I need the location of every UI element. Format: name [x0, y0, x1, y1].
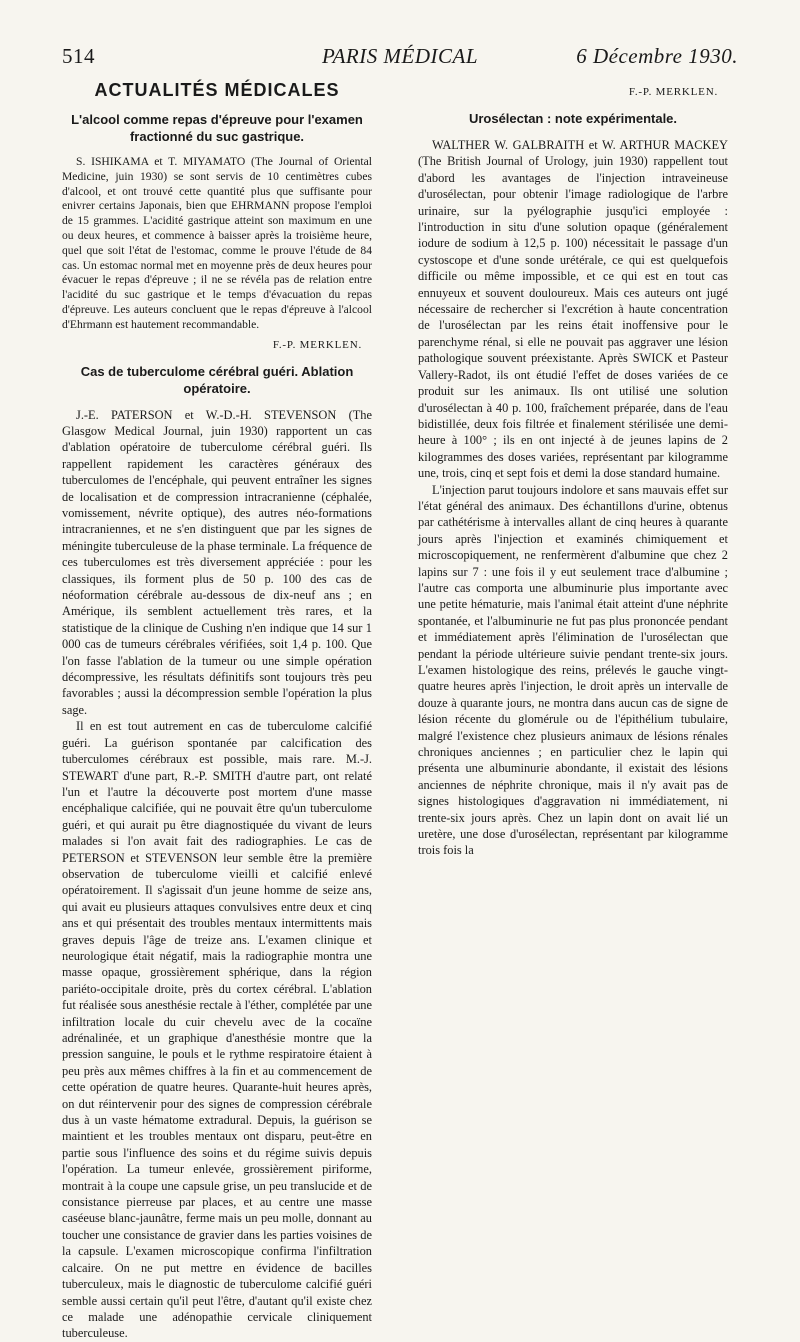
journal-title: PARIS MÉDICAL — [321, 44, 478, 68]
article-title-alcool: L'alcool comme repas d'épreuve pour l'examen fractionné du suc gastrique. — [71, 112, 363, 144]
article-alcool-paragraph: S. ISHIKAMA et T. MIYAMATO (The Journal of Oriental Medicine, juin 1930) se sont servis de 10 centimètres cubes d'alcool, et ont trouvé cette quantité plus que suffisante pour enivrer certains Japonais, bien que EHRMANN propose l'emploi de 15 grammes. L'acidité gastrique atteint son maximum en une ou deux heures, et commence à baisser après la troisième heure, quel que soit l'état de l'estomac, comme le prouve l'étude de 84 cas. Un estomac normal met en moyenne près de deux heures pour évacuer le repas d'épreuve ; il ne se révéla pas de relation entre l'acidité du suc gastrique et le temps d'évacuation du repas d'épreuve. Les auteurs concluent que le repas d'épreuve à l'alcool d'Ehrmann est hautement recommandable. — [62, 155, 372, 331]
article-title-uroselectan: Urosélectan : note expérimentale. — [468, 111, 678, 126]
page-header — [62, 44, 738, 74]
right-column — [418, 80, 728, 859]
article-tuberculome-paragraph-2: Il en est tout autrement en cas de tuberculome calcifié guéri. La guérison spontanée par calcification des tuberculomes cérébraux est possible, mais rare. M.-J. STEWART d'une part, R.-P. SMITH d'autre part, ont relaté l'un et l'autre la découverte post mortem d'une masse encéphalique calcifiée, qui ne pouvait être qu'un tuberculome guéri, et qui aurait pu être diagnostiquée du vivant de leurs malades si l'on avait fait des radiographies. Le cas de PETERSON et STEVENSON leur semble être la première observation de tuberculome vieilli et calcifié enlevé opératoirement. Il s'agissait d'un jeune homme de seize ans, qui avait eu plusieurs attaques convulsives entre deux et cinq ans et qui présentait des troubles mentaux intermittents mais graves depuis l'âge de treize ans. L'examen clinique et neurologique était négatif, mais la radiographie montra une masse opaque, grossièrement sphérique, dans la région pariéto-occipitale droite, près du cortex cérébral. L'ablation fut réalisée sous anesthésie rectale à l'éther, complétée par une infiltration locale du cuir chevelu avec de la cocaïne adrénalinée, et un graphique d'anesthésie montre que la pression sanguine, le pouls et le rythme respiratoire étaient à peu près aux mêmes chiffres à la fin et au commencement de cette opération de quatre heures. Quarante-huit heures après, on dut réintervenir pour des signes de compression cérébrale dus à un vaste hématome extradural. Depuis, la guérison se maintient et les troubles mentaux ont disparu, peut-être en partie sous l'influence des soins et du régime suivis depuis l'opération. La tumeur enlevée, grossièrement piriforme, montrait à la coupe une capsule grise, un peu translucide et de consistance pierreuse par places, et au centre une masse caséeuse blanc-jaunâtre, ferme mais un peu molle, donnant au toucher une consistance de gravier dans les parties voisines de la capsule. L'examen microscopique confirma l'infiltration calcaire. On ne put mettre en évidence de bacilles tuberculeux, mais le diagnostic de tuberculome calcifié guéri semble aussi certain qu'il peut l'être, d'autant qu'il existe chez ce malade une adénopathie cervicale cliniquement tuberculeuse. — [62, 719, 372, 1341]
issue-date: 6 Décembre 1930. — [576, 44, 738, 68]
left-column — [62, 80, 372, 1342]
article-uroselectan-paragraph-1: WALTHER W. GALBRAITH et W. ARTHUR MACKEY (The British Journal of Urology, juin 1930) rappellent tout d'abord les avantages de l'injection intraveineuse d'urosélectan, pour obtenir l'image radiologique de l'arbre urinaire, sur la pyélographie jusqu'ici employée : l'introduction in situ d'une solution opaque (généralement iodure de sodium à 12,5 p. 100) nécessitait le passage d'un cystoscope et d'une sonde urétérale, ce qui est quelquefois difficile ou même impossible, et ce qui est en tout cas ennuyeux et souvent douloureux. Mais ces auteurs ont jugé nécessaire de rechercher si l'excrétion à haute concentration de l'urosélectan par les reins était inoffensive pour le parenchyme rénal, si elle ne pouvait pas aggraver une lésion pathologique souvent préexistante. Après SWICK et Pasteur Vallery-Radot, ils ont étudié l'effet de doses variées de ce produit sur les animaux. Ils ont utilisé une solution d'urosélectan à 40 p. 100, fraîchement préparée, dans de l'eau bidistillée, deux fois filtrée et finalement stérilisée une demi-heure à 100° ; ils en ont injecté à de jeunes lapins de 2 kilogrammes des doses variées, représentant par kilogramme une, trois, cinq et sept fois et demi la dose standard humaine. — [418, 138, 728, 481]
article-tuberculome-paragraph-1: J.-E. PATERSON et W.-D.-H. STEVENSON (The Glasgow Medical Journal, juin 1930) rapportent un cas d'ablation opératoire de tuberculome cérébral guéri. Ils rappellent rapidement les caractères généraux des tuberculomes de l'encéphale, qui peuvent entraîner les signes de localisation et de compression intracranienne (céphalée, vomissement, névrite optique), des autres néo-formations intracraniennes, et ne s'en distinguent que par les signes de méningite tuberculeuse de la phase terminale. La fréquence de ces tuberculomes est très diversement appréciée : pour les classiques, ils forment plus de 50 p. 100 des cas de néoformation cérébrale au-dessous de dix-neuf ans ; en Amérique, ils semblent actuellement très rares, et la statistique de la clinique de Cushing n'en indique que 14 sur 1 000 cas de tumeurs cérébrales vérifiées, soit 1,4 p. 100. Que l'on fasse l'ablation de la tumeur ou une simple opération décompressive, les résultats définitifs sont toujours très peu favorables ; aussi la décompression semble l'opération la plus sage. — [62, 407, 372, 717]
article-uroselectan-paragraph-2: L'injection parut toujours indolore et sans mauvais effet sur l'état général des animaux. Des échantillons d'urine, obtenus par cathétérisme à intervalles allant de cinq heures à quarante jours après l'injection et examinés chimiquement et microscopiquement, ne renfermèrent d'albumine que chez 2 lapins sur 7 : une fois il y eut seulement trace d'albumine ; l'autre cas comporta une albuminurie plus importante avec une petite hématurie, mais l'animal était atteint d'une néphrite spontanée, et l'albuminurie ne fut pas plus prononcée pendant et immédiatement après l'élimination de l'urosélectan que pendant la période ultérieure suivie pendant trente-six jours. L'examen histologique des reins, prélevés le gauche vingt-quatre heures après l'injection, le droit après un intervalle de douze à quarante jours, ne montra dans aucun cas de signe de lésion récente du glomérule ou de l'épithélium tubulaire, malgré l'existence chez plusieurs animaux de lésions rénales chroniques anciennes ; en particulier chez le lapin qui présenta une albuminurie abondante, il existait des lésions anciennes de néphrite chronique, mais il n'y avait pas de signes histologiques d'aggravation ni immédiatement, ni trente-six jours après. Chez un lapin dont on avait lié un uretère, une dose d'urosélectan, représentant par kilogramme trois fois la — [418, 482, 728, 858]
article-tuberculome-signature: F.-P. MERKLEN. — [628, 86, 718, 98]
article-alcool-signature: F.-P. MERKLEN. — [272, 338, 362, 351]
section-title: ACTUALITÉS MÉDICALES — [94, 80, 340, 100]
article-title-tuberculome: Cas de tuberculome cérébral guéri. Ablation opératoire. — [80, 363, 354, 396]
page-number: 514 — [62, 44, 95, 68]
